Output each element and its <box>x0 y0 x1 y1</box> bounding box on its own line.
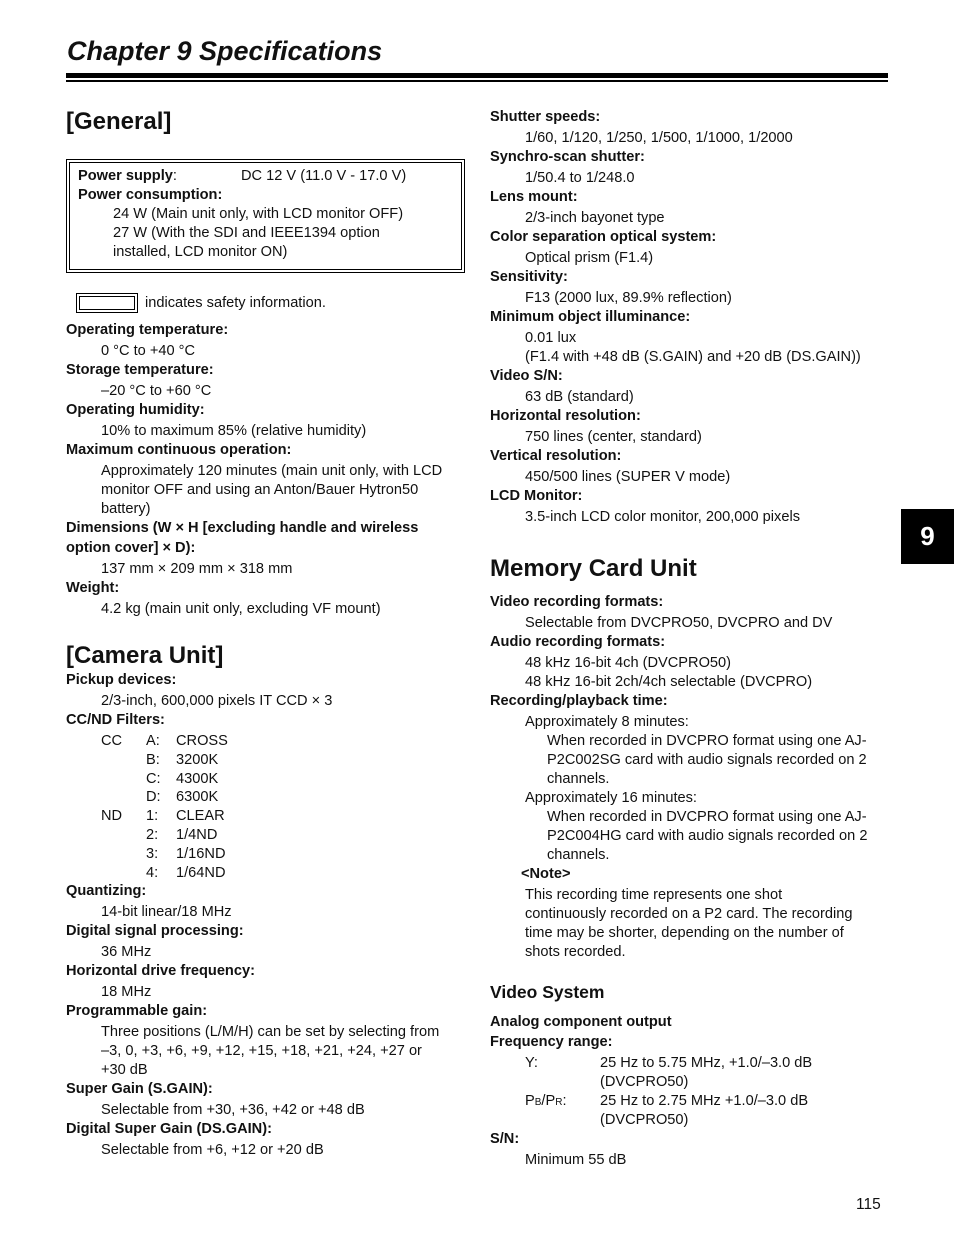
filter-key: C: <box>146 770 161 787</box>
spec-value: P2C004HG card with audio signals recorded on 2 <box>547 828 868 844</box>
freq-value: (DVCPRO50) <box>600 1074 689 1090</box>
spec-value: Selectable from +30, +36, +42 or +48 dB <box>101 1102 365 1119</box>
filter-row <box>101 788 228 807</box>
spec-value: Selectable from DVCPRO50, DVCPRO and DV <box>525 615 833 631</box>
spec-label: Sensitivity: <box>490 269 568 285</box>
spec-label: Digital signal processing: <box>66 923 244 940</box>
spec-value: Optical prism (F1.4) <box>525 250 654 266</box>
right-column <box>490 108 890 1170</box>
freq-value: (DVCPRO50) <box>600 1112 689 1128</box>
filter-group <box>101 788 146 807</box>
header-rule-thick <box>66 73 888 78</box>
filter-value: 1/16ND <box>176 845 226 862</box>
spec-value: Minimum 55 dB <box>525 1152 627 1168</box>
camera-unit-heading: [Camera Unit] <box>66 642 224 669</box>
general-heading: [General] <box>66 108 172 135</box>
spec-label: Vertical resolution: <box>490 448 622 464</box>
freq-row-pbpr <box>490 1092 890 1130</box>
spec-value: When recorded in DVCPRO format using one AJ- <box>547 809 867 825</box>
safety-box-icon <box>76 293 138 313</box>
filter-group <box>101 770 146 789</box>
spec-value: F13 (2000 lux, 89.9% reflection) <box>525 290 732 306</box>
spec-value: 2/3-inch bayonet type <box>525 210 665 226</box>
filter-group: CC <box>101 733 123 749</box>
filter-group <box>101 845 146 864</box>
filter-key: D: <box>146 789 161 806</box>
filter-group <box>101 751 146 770</box>
safety-info-box <box>66 159 465 273</box>
filter-table <box>101 732 228 882</box>
spec-label: CC/ND Filters: <box>66 712 165 728</box>
power-supply-value: DC 12 V (11.0 V - 17.0 V) <box>241 168 407 184</box>
filter-key: 2: <box>146 826 159 843</box>
freq-row-y <box>490 1054 890 1092</box>
memory-card-heading: Memory Card Unit <box>490 555 697 582</box>
filter-value: 1/4ND <box>176 826 218 843</box>
power-consumption-line: installed, LCD monitor ON) <box>113 244 288 260</box>
freq-key <box>490 1092 600 1130</box>
note-line: continuously recorded on a P2 card. The recording <box>525 906 853 922</box>
note-line: time may be shorter, depending on the number of <box>525 925 844 941</box>
power-supply-colon: : <box>172 168 177 184</box>
safety-legend <box>66 293 466 313</box>
spec-label: Audio recording formats: <box>490 634 666 650</box>
spec-value: Selectable from +6, +12 or +20 dB <box>101 1142 324 1159</box>
spec-label: Quantizing: <box>66 883 147 900</box>
filter-key: A: <box>146 733 160 749</box>
chapter-tab <box>901 509 954 564</box>
spec-label: Horizontal drive frequency: <box>66 963 255 980</box>
spec-value: 1/60, 1/120, 1/250, 1/500, 1/1000, 1/2000 <box>525 130 793 146</box>
spec-value: –3, 0, +3, +6, +9, +12, +15, +18, +21, +24, +27 or <box>101 1043 422 1060</box>
filter-group <box>101 826 146 845</box>
spec-value: monitor OFF and using an Anton/Bauer Hytron50 <box>101 482 419 498</box>
spec-value: (F1.4 with +48 dB (S.GAIN) and +20 dB (DS.GAIN)) <box>525 349 861 365</box>
spec-label: Super Gain (S.GAIN): <box>66 1081 213 1098</box>
spec-label: Recording/playback time: <box>490 693 668 709</box>
filter-row <box>101 807 228 826</box>
power-consumption-label: Power consumption: <box>78 187 223 203</box>
chapter-title: Chapter 9 Specifications <box>67 36 383 66</box>
chapter-tab-number: 9 <box>920 521 935 551</box>
spec-label: Programmable gain: <box>66 1003 208 1020</box>
note-line: This recording time represents one shot <box>525 887 783 903</box>
spec-label: option cover] × D): <box>66 540 196 556</box>
spec-value: 4.2 kg (main unit only, excluding VF mount) <box>101 601 381 617</box>
power-supply-label: Power supply <box>78 168 173 184</box>
filter-value: CROSS <box>176 733 228 749</box>
safety-legend-text: indicates safety information. <box>145 294 326 311</box>
filter-value: 4300K <box>176 770 219 787</box>
filter-group: ND <box>101 808 123 825</box>
freq-key-sub: R <box>555 1097 563 1108</box>
filter-row <box>101 845 228 864</box>
spec-value: 63 dB (standard) <box>525 389 634 405</box>
freq-key: Y: <box>525 1055 538 1071</box>
spec-value: Approximately 120 minutes (main unit only, with LCD <box>101 463 443 479</box>
filter-row <box>101 864 228 883</box>
filter-key: 3: <box>146 845 159 862</box>
spec-label: Operating humidity: <box>66 402 205 418</box>
spec-value: P2C002SG card with audio signals recorded on 2 <box>547 752 867 768</box>
video-system-heading: Video System <box>490 982 605 1002</box>
spec-value: 48 kHz 16-bit 2ch/4ch selectable (DVCPRO) <box>525 674 813 690</box>
spec-label: Weight: <box>66 580 120 596</box>
filter-key: 4: <box>146 864 159 881</box>
spec-value: 48 kHz 16-bit 4ch (DVCPRO50) <box>525 655 732 671</box>
spec-label: Maximum continuous operation: <box>66 442 292 458</box>
filter-row <box>101 751 228 770</box>
spec-label: Operating temperature: <box>66 322 229 338</box>
filter-key: 1: <box>146 808 159 825</box>
spec-value: 2/3-inch, 600,000 pixels IT CCD × 3 <box>101 693 333 709</box>
note-label: <Note> <box>521 866 571 882</box>
spec-label: Video S/N: <box>490 368 563 384</box>
page-number: 115 <box>856 1196 881 1213</box>
power-consumption-line: 27 W (With the SDI and IEEE1394 option <box>113 225 380 241</box>
freq-key-part: P <box>525 1093 535 1109</box>
filter-value: 6300K <box>176 789 219 806</box>
freq-key-sub: B <box>534 1097 542 1108</box>
spec-label: Video recording formats: <box>490 594 664 610</box>
spec-value: 18 MHz <box>101 984 152 1001</box>
spec-value: 0 °C to +40 °C <box>101 343 196 359</box>
power-consumption-line: 24 W (Main unit only, with LCD monitor OFF) <box>113 206 404 222</box>
spec-label: S/N: <box>490 1131 520 1147</box>
spec-value: channels. <box>547 771 610 787</box>
freq-value: 25 Hz to 5.75 MHz, +1.0/–3.0 dB <box>600 1055 813 1071</box>
spec-label: Storage temperature: <box>66 362 214 378</box>
spec-label: Color separation optical system: <box>490 229 717 245</box>
spec-label: Pickup devices: <box>66 672 177 688</box>
spec-value: 0.01 lux <box>525 330 577 346</box>
note-line: shots recorded. <box>525 944 626 960</box>
spec-label: Analog component output <box>490 1014 672 1030</box>
freq-value: 25 Hz to 2.75 MHz +1.0/–3.0 dB <box>600 1093 809 1109</box>
freq-key-part: : <box>562 1093 567 1109</box>
spec-value: Approximately 16 minutes: <box>525 790 697 806</box>
spec-value: 3.5-inch LCD color monitor, 200,000 pixels <box>525 509 800 525</box>
spec-value: When recorded in DVCPRO format using one AJ- <box>547 733 867 749</box>
filter-value: 1/64ND <box>176 864 226 881</box>
spec-value: Three positions (L/M/H) can be set by selecting from <box>101 1024 440 1041</box>
spec-value: +30 dB <box>101 1062 148 1079</box>
filter-key: B: <box>146 751 160 768</box>
spec-label: Lens mount: <box>490 189 578 205</box>
left-column <box>66 107 466 1160</box>
spec-value: 450/500 lines (SUPER V mode) <box>525 469 731 485</box>
spec-value: 10% to maximum 85% (relative humidity) <box>101 423 367 439</box>
spec-label: Frequency range: <box>490 1034 613 1050</box>
filter-value: 3200K <box>176 751 219 768</box>
spec-value: –20 °C to +60 °C <box>101 383 212 399</box>
freq-key-part: /P <box>541 1093 556 1109</box>
spec-label: Minimum object illuminance: <box>490 309 691 325</box>
filter-row <box>101 732 228 751</box>
spec-value: 137 mm × 209 mm × 318 mm <box>101 561 293 577</box>
spec-value: battery) <box>101 501 151 517</box>
spec-value: 36 MHz <box>101 944 152 961</box>
spec-value: channels. <box>547 847 610 863</box>
spec-value: 1/50.4 to 1/248.0 <box>525 170 635 186</box>
spec-value: 14-bit linear/18 MHz <box>101 904 232 921</box>
spec-label: Dimensions (W × H [excluding handle and wireless <box>66 520 419 536</box>
spec-value: 750 lines (center, standard) <box>525 429 702 445</box>
filter-row <box>101 770 228 789</box>
spec-label: LCD Monitor: <box>490 488 583 504</box>
filter-value: CLEAR <box>176 808 225 825</box>
filter-group <box>101 864 146 883</box>
spec-label: Digital Super Gain (DS.GAIN): <box>66 1121 272 1138</box>
spec-value: Approximately 8 minutes: <box>525 714 689 730</box>
header-rule-thin <box>66 80 888 82</box>
filter-row <box>101 826 228 845</box>
spec-label: Synchro-scan shutter: <box>490 149 645 165</box>
spec-label: Shutter speeds: <box>490 109 601 125</box>
spec-label: Horizontal resolution: <box>490 408 641 424</box>
